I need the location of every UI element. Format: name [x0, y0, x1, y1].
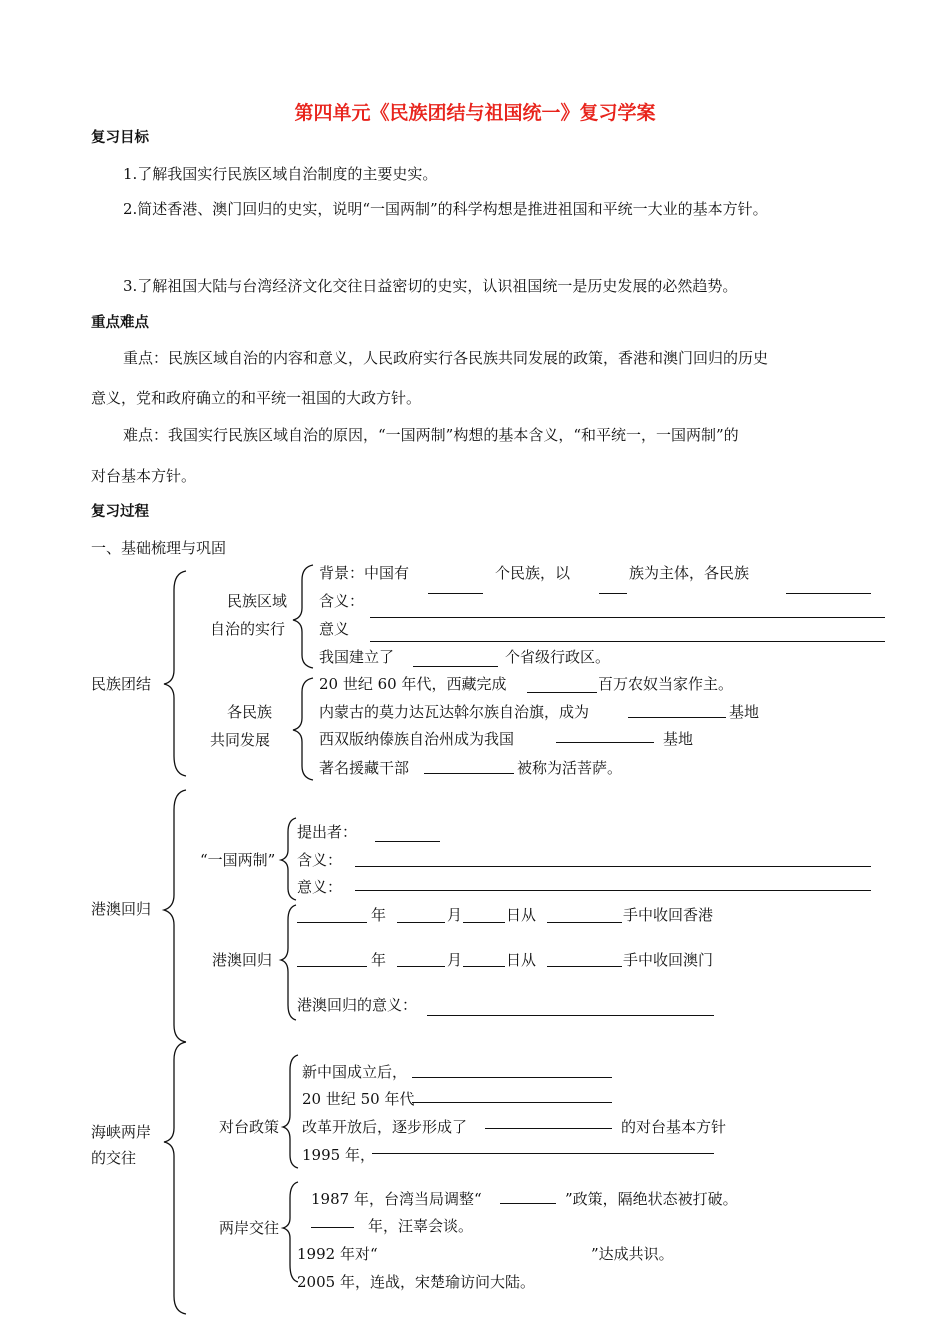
blank-mo-month[interactable]	[397, 966, 445, 967]
blank-hk-month[interactable]	[397, 922, 445, 923]
blank-exchange-policy[interactable]	[500, 1203, 556, 1204]
hk-tail-text: 手中收回香港	[623, 906, 714, 924]
exchange-line-1a: 1987 年，台湾当局调整“	[311, 1190, 482, 1208]
policy-line-3a: 改革开放后，逐步形成了	[302, 1118, 468, 1136]
octs-meaning-label: 含义：	[297, 851, 343, 869]
blank-policy-2[interactable]	[412, 1102, 612, 1103]
exchange-label: 两岸交往	[219, 1219, 280, 1237]
octs-significance-label: 意义：	[297, 878, 343, 896]
blank-policy-1[interactable]	[412, 1077, 612, 1078]
blank-tibet-reform[interactable]	[527, 692, 597, 693]
blank-cadre-name[interactable]	[424, 773, 514, 774]
mo-year-label: 年	[371, 951, 387, 969]
exchange-line-1b: ”政策，隔绝状态被打破。	[565, 1190, 738, 1208]
objective-1: 1.了解我国实行民族区域自治制度的主要史实。	[123, 165, 438, 183]
objective-2: 2.简述香港、澳门回归的史实，说明“一国两制”的科学构想是推进祖国和平统一大业的基本方针。	[123, 200, 768, 218]
blank-hk-day[interactable]	[463, 922, 505, 923]
blank-background-tail[interactable]	[786, 593, 871, 594]
background-text-a: 背景：中国有	[319, 564, 410, 582]
background-text-c: 族为主体，各民族	[629, 564, 750, 582]
hk-month-label: 月	[447, 906, 463, 924]
province-text-b: 个省级行政区。	[505, 648, 611, 666]
mo-day-label: 日从	[506, 951, 537, 969]
proposer-label: 提出者：	[297, 823, 358, 841]
key-point-line-1: 重点：民族区域自治的内容和意义，人民政府实行各民族共同发展的政策，香港和澳门回归的历史	[123, 349, 769, 367]
blank-mo-day[interactable]	[463, 966, 505, 967]
autonomy-label-2: 自治的实行	[210, 620, 286, 638]
province-text-a: 我国建立了	[319, 648, 395, 666]
blank-octs-significance[interactable]	[355, 890, 871, 891]
cadre-text-b: 被称为活菩萨。	[517, 759, 623, 777]
blank-main-ethnic[interactable]	[599, 593, 627, 594]
mo-month-label: 月	[447, 951, 463, 969]
significance-label: 意义	[319, 620, 350, 638]
blank-hk-country[interactable]	[547, 922, 622, 923]
key-points-heading: 重点难点	[91, 315, 149, 331]
page-title: 第四单元《民族团结与祖国统一》复习学案	[294, 102, 656, 124]
unity-label: 民族团结	[91, 675, 152, 693]
difficulty-line-1: 难点：我国实行民族区域自治的原因，“一国两制”构想的基本含义，“和平统一，一国两制”的	[123, 426, 739, 444]
mongol-text-b: 基地	[729, 703, 760, 721]
blank-nation-count[interactable]	[428, 593, 483, 594]
tibet-text-a: 20 世纪 60 年代，西藏完成	[319, 675, 507, 693]
strait-label-2: 的交往	[91, 1149, 137, 1167]
return-label: 港澳回归	[91, 900, 152, 918]
xsbn-text-a: 西双版纳傣族自治州成为我国	[319, 730, 515, 748]
return-significance-label: 港澳回归的意义：	[297, 996, 418, 1014]
hk-year-label: 年	[371, 906, 387, 924]
octs-label: “一国两制”	[200, 851, 276, 869]
difficulty-line-2: 对台基本方针。	[91, 467, 197, 485]
background-text-b: 个民族，以	[495, 564, 571, 582]
strait-label-1: 海峡两岸	[91, 1123, 152, 1141]
tibet-text-b: 百万农奴当家作主。	[598, 675, 734, 693]
policy-line-4: 1995 年，	[302, 1146, 375, 1164]
process-heading: 复习过程	[91, 504, 149, 520]
exchange-line-2: 年，汪辜会谈。	[368, 1217, 474, 1235]
blank-province-count[interactable]	[413, 666, 498, 667]
cadre-text-a: 著名援藏干部	[319, 759, 410, 777]
blank-significance[interactable]	[370, 641, 885, 642]
exchange-line-3b: ”达成共识。	[591, 1245, 674, 1263]
policy-label: 对台政策	[219, 1118, 280, 1136]
blank-mo-year[interactable]	[297, 966, 367, 967]
blank-proposer[interactable]	[375, 841, 440, 842]
development-label-1: 各民族	[227, 703, 273, 721]
blank-policy-3[interactable]	[485, 1128, 612, 1129]
blank-meaning[interactable]	[370, 617, 885, 618]
blank-hk-year[interactable]	[297, 922, 367, 923]
autonomy-label-1: 民族区域	[227, 592, 288, 610]
blank-xsbn-base[interactable]	[556, 742, 654, 743]
xsbn-text-b: 基地	[663, 730, 694, 748]
development-label-2: 共同发展	[210, 731, 271, 749]
policy-line-3b: 的对台基本方针	[621, 1118, 727, 1136]
blank-octs-meaning[interactable]	[355, 866, 871, 867]
exchange-line-4: 2005 年，连战，宋楚瑜访问大陆。	[297, 1273, 535, 1291]
section-1-heading: 一、基础梳理与巩固	[91, 539, 227, 557]
blank-exchange-year[interactable]	[311, 1227, 354, 1228]
key-point-line-2: 意义，党和政府确立的和平统一祖国的大政方针。	[91, 389, 422, 407]
objectives-heading: 复习目标	[91, 130, 149, 146]
meaning-label: 含义：	[319, 592, 365, 610]
blank-policy-4[interactable]	[372, 1153, 714, 1154]
policy-line-1: 新中国成立后，	[302, 1063, 408, 1081]
mo-tail-text: 手中收回澳门	[623, 951, 714, 969]
blank-return-significance[interactable]	[427, 1015, 714, 1016]
hk-day-label: 日从	[506, 906, 537, 924]
blank-mo-country[interactable]	[547, 966, 622, 967]
exchange-line-3a: 1992 年对“	[297, 1245, 378, 1263]
policy-line-2: 20 世纪 50 年代	[302, 1090, 415, 1108]
handover-label: 港澳回归	[212, 951, 273, 969]
objective-3: 3.了解祖国大陆与台湾经济文化交往日益密切的史实，认识祖国统一是历史发展的必然趋势。	[123, 277, 738, 295]
blank-mongol-base[interactable]	[628, 717, 726, 718]
mongol-text-a: 内蒙古的莫力达瓦达斡尔族自治旗，成为	[319, 703, 590, 721]
